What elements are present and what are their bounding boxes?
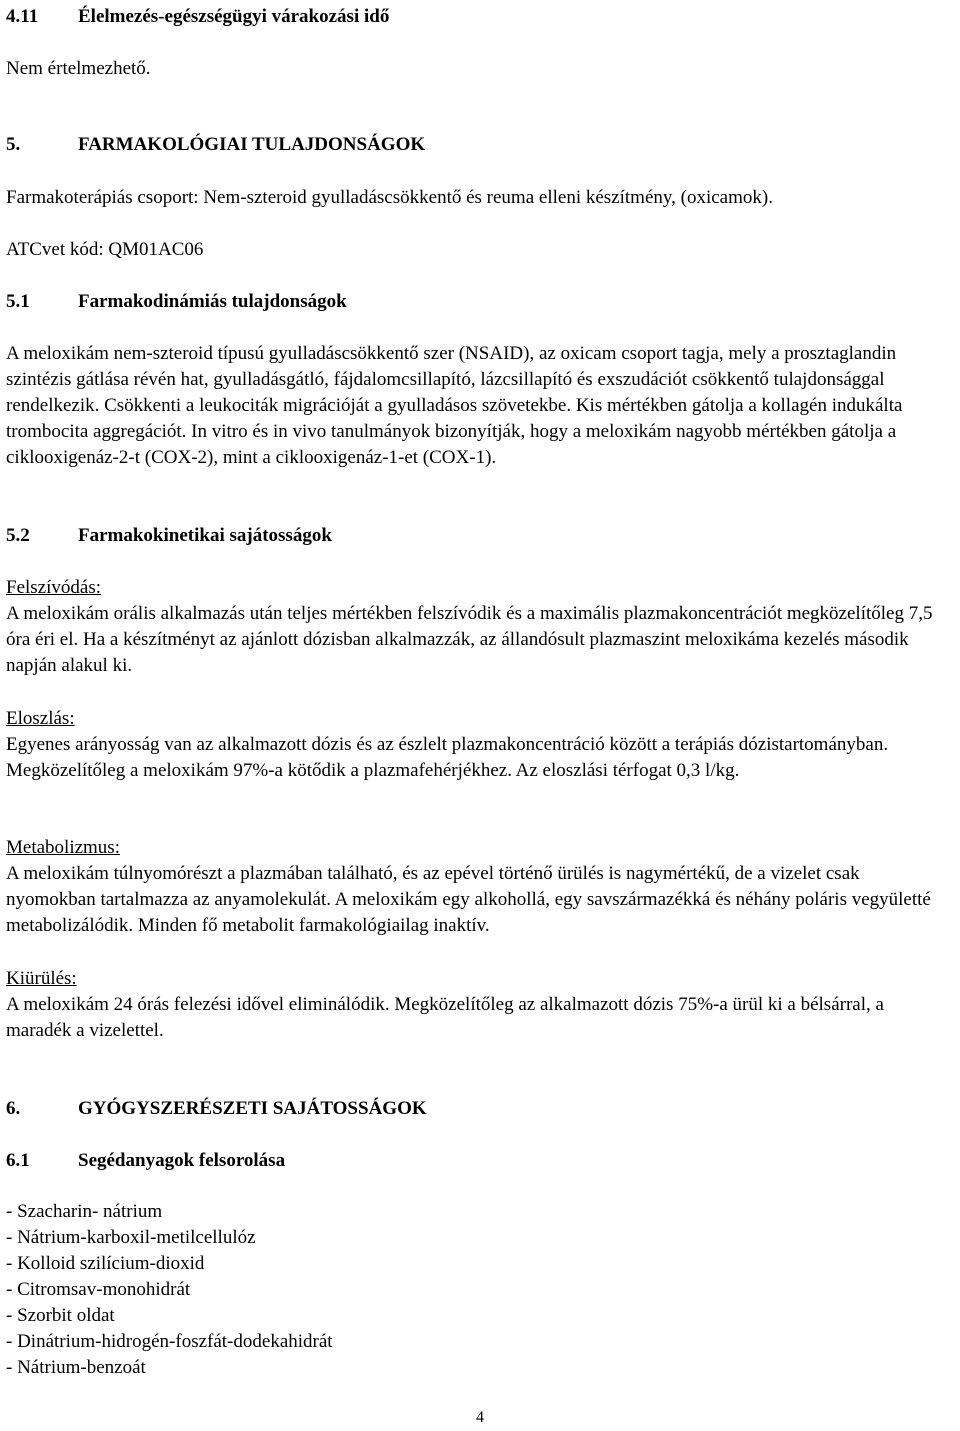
section-5-1-heading xyxy=(6,289,954,315)
page-number: 4 xyxy=(476,1409,484,1426)
section-number: 5.1 xyxy=(6,291,30,312)
atcvet-code: ATCvet kód: QM01AC06 xyxy=(6,239,204,260)
list-item: - Szorbit oldat xyxy=(6,1305,115,1326)
metabolism-label: Metabolizmus: xyxy=(6,837,120,858)
therapeutic-group: Farmakoterápiás csoport: Nem-szteroid gyulladáscsökkentő és reuma elleni készítmény, (oxicamok). xyxy=(6,187,773,208)
metabolism-text: A meloxikám túlnyomórészt a plazmában található, és az epével történő ürülés is nagymértékű, de a vizelet csak nyomokban tartalmazza az anyamolekulát. A meloxikám egy alkohollá, egy savszármazékká és néhány poláris vegyületté metabolizálódik. Minden fő metabolit farmakológiailag inaktív. xyxy=(6,863,931,936)
distribution-text: Egyenes arányosság van az alkalmazott dózis és az észlelt plazmakoncentráció között a terápiás dózistartományban. Megközelítőleg a meloxikám 97%-a kötődik a plazmafehérjékhez. Az eloszlási térfogat 0,3 l/kg. xyxy=(6,734,889,781)
list-item: - Nátrium-karboxil-metilcellulóz xyxy=(6,1227,256,1248)
section-title: Élelmezés-egészségügyi várakozási idő xyxy=(78,6,390,27)
section-title: Segédanyagok felsorolása xyxy=(78,1150,286,1171)
excretion-label: Kiürülés: xyxy=(6,968,77,989)
list-item: - Dinátrium-hidrogén-foszfát-dodekahidrát xyxy=(6,1331,333,1352)
section-title: FARMAKOLÓGIAI TULAJDONSÁGOK xyxy=(78,134,426,155)
section-number: 6.1 xyxy=(6,1150,30,1171)
section-number: 5.2 xyxy=(6,525,30,546)
section-5-2-heading xyxy=(6,523,954,549)
excipient-list xyxy=(6,1199,954,1381)
section-6-heading xyxy=(6,1096,954,1122)
excretion-text: A meloxikám 24 órás felezési idővel eliminálódik. Megközelítőleg az alkalmazott dózis 75%-a ürül ki a bélsárral, a maradék a vizelettel. xyxy=(6,994,884,1041)
section-number: 4.11 xyxy=(6,6,39,27)
section-6-1-heading xyxy=(6,1148,954,1174)
section-number: 6. xyxy=(6,1098,21,1119)
section-title: Farmakokinetikai sajátosságok xyxy=(78,525,332,546)
section-5-heading xyxy=(6,132,954,158)
list-item: - Citromsav-monohidrát xyxy=(6,1279,191,1300)
list-item: - Szacharin- nátrium xyxy=(6,1201,163,1222)
section-number: 5. xyxy=(6,134,21,155)
pharmacodynamics-text: A meloxikám nem-szteroid típusú gyulladáscsökkentő szer (NSAID), az oxicam csoport tagja, mely a prosztaglandin szintézis gátlása révén hat, gyulladásgátló, fájdalomcsillapító, lázcsillapító és exszudációt csökkentő tulajdonsággal rendelkezik. Csökkenti a leukociták migrációját a gyulladásos szövetekbe. Kis mértékben gátolja a kollagén indukálta trombocita aggregációt. In vitro és in vivo tanulmányok bizonyítják, hogy a meloxikám nagyobb mértékben gátolja a ciklooxigenáz-2-t (COX-2), mint a ciklooxigenáz-1-et (COX-1). xyxy=(6,343,903,468)
distribution-label: Eloszlás: xyxy=(6,708,75,729)
section-title: Farmakodinámiás tulajdonságok xyxy=(78,291,347,312)
section-4-11-text: Nem értelmezhető. xyxy=(6,58,151,79)
absorption-label: Felszívódás: xyxy=(6,577,101,598)
section-4-11-heading xyxy=(6,4,954,30)
section-title: GYÓGYSZERÉSZETI SAJÁTOSSÁGOK xyxy=(78,1098,427,1119)
list-item: - Kolloid szilícium-dioxid xyxy=(6,1253,205,1274)
absorption-text: A meloxikám orális alkalmazás után teljes mértékben felszívódik és a maximális plazmakoncentrációt megközelítőleg 7,5 óra éri el. Ha a készítményt az ajánlott dózisban alkalmazzák, az állandósult plazmaszint meloxikáma kezelés második napján alakul ki. xyxy=(6,603,933,676)
list-item: - Nátrium-benzoát xyxy=(6,1357,146,1378)
